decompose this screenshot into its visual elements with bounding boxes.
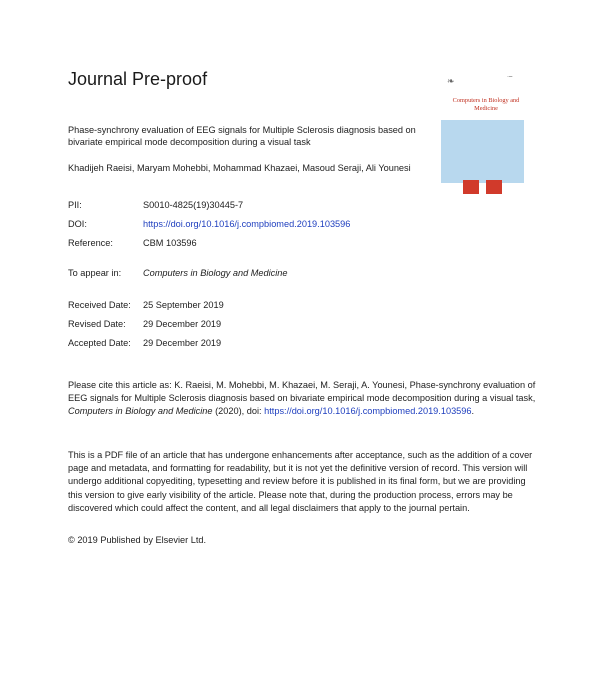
cover-header <box>441 74 524 120</box>
cover-journal-name: Computers in Biology and Medicine <box>452 97 520 112</box>
elsevier-logo-icon: ❧ <box>447 77 455 87</box>
doi-label: DOI: <box>68 219 87 229</box>
reference-label: Reference: <box>68 238 113 248</box>
cover-red-square-right <box>486 180 502 194</box>
copyright-notice: © 2019 Published by Elsevier Ltd. <box>68 535 207 545</box>
page-title: Journal Pre-proof <box>68 69 208 89</box>
reference-value: CBM 103596 <box>143 238 197 248</box>
received-date-label: Received Date: <box>68 300 131 310</box>
article-title: Phase-synchrony evaluation of EEG signals for Multiple Sclerosis diagnosis based on bivariate empirical mode decomposition during a visual task <box>68 125 416 147</box>
doi-link[interactable]: https://doi.org/10.1016/j.compbiomed.2019.103596 <box>143 219 351 229</box>
cover-red-square-left <box>463 180 479 194</box>
appear-in-label: To appear in: <box>68 268 122 278</box>
citation-doi-link[interactable]: https://doi.org/10.1016/j.compbiomed.2019.103596 <box>264 406 472 417</box>
pii-label: PII: <box>68 200 82 210</box>
citation-middle: (2020), doi: <box>212 406 265 417</box>
citation-journal: Computers in Biology and Medicine <box>68 406 213 417</box>
article-authors: Khadijeh Raeisi, Maryam Mohebbi, Mohammad Khazaei, Masoud Seraji, Ali Younesi <box>68 163 411 173</box>
accepted-date-label: Accepted Date: <box>68 338 131 348</box>
cover-corner-mark: ·‒ <box>507 74 513 80</box>
received-date-value: 25 September 2019 <box>143 300 224 310</box>
journal-cover-thumbnail <box>441 74 524 183</box>
cover-artwork <box>441 120 524 183</box>
appear-in-value: Computers in Biology and Medicine <box>143 268 288 278</box>
revised-date-value: 29 December 2019 <box>143 319 222 329</box>
revised-date-label: Revised Date: <box>68 319 126 329</box>
citation-paragraph <box>68 379 536 419</box>
notice-paragraph: This is a PDF file of an article that has undergone enhancements after acceptance, such as the addition of a cover page and metadata, and formatting for readability, but it is not yet the definitive version of record. This version will undergo additional copyediting, typesetting and review before it is published in its final form, but we are providing this version to give early visibility of the article. Please note that, during the production process, errors may be discovered which could affect the content, and all legal disclaimers that apply to the journal pertain. <box>68 450 533 513</box>
citation-suffix: . <box>471 406 475 417</box>
pii-value: S0010-4825(19)30445-7 <box>143 200 244 210</box>
accepted-date-value: 29 December 2019 <box>143 338 222 348</box>
citation-text: Please cite this article as: K. Raeisi, M. Mohebbi, M. Khazaei, M. Seraji, A. Younesi, Phase-synchrony evaluation of EEG signals for Multiple Sclerosis diagnosis based on bivariate empirical mode decomposition during a visual task, <box>68 380 536 404</box>
